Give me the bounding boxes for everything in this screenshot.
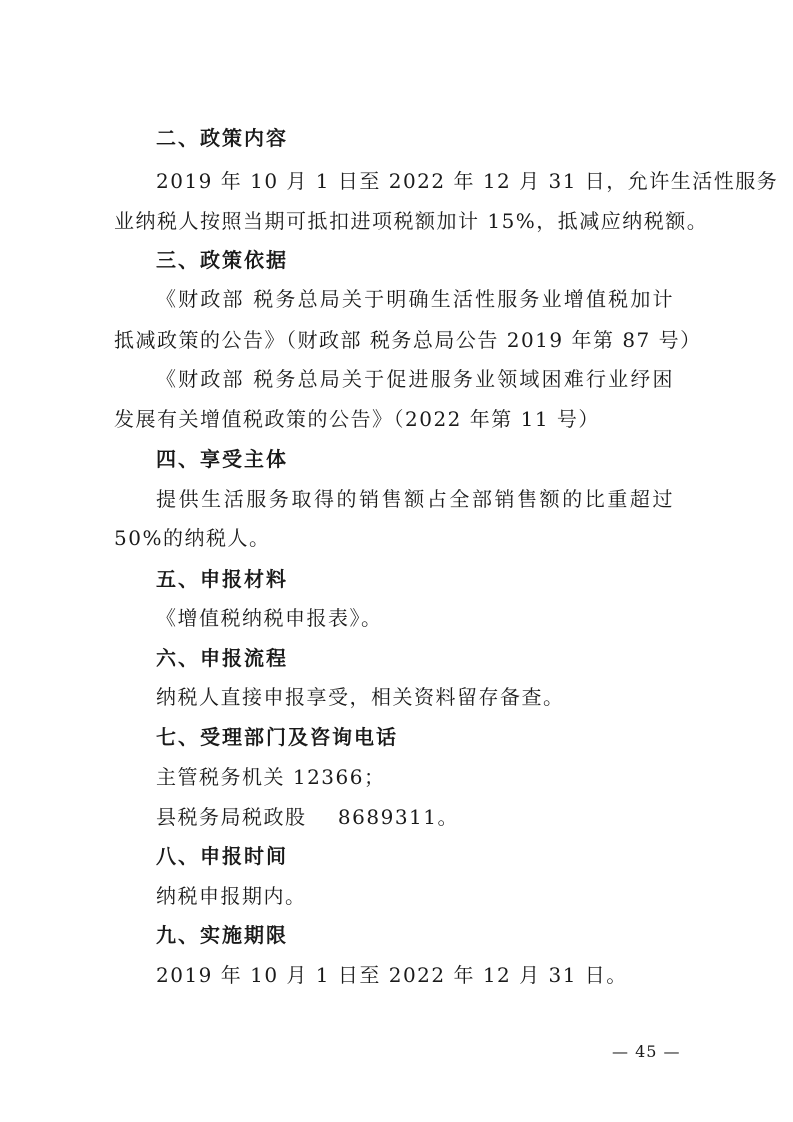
paragraph-line: 主管税务机关 12366； xyxy=(156,765,386,789)
paragraph-line: 抵减政策的公告》（财政部 税务总局公告 2019 年第 87 号） xyxy=(114,328,702,352)
section-heading-filing-time: 八、申报时间 xyxy=(156,844,288,868)
section-heading-contact: 七、受理部门及咨询电话 xyxy=(156,725,398,749)
paragraph-line: 2019 年 10 月 1 日至 2022 年 12 月 31 日。 xyxy=(156,963,628,987)
section-heading-process: 六、申报流程 xyxy=(156,646,288,670)
section-heading-policy-content: 二、政策内容 xyxy=(156,126,288,150)
section-heading-period: 九、实施期限 xyxy=(156,923,288,947)
paragraph-line: 纳税申报期内。 xyxy=(156,884,307,908)
section-heading-materials: 五、申报材料 xyxy=(156,567,288,591)
paragraph-line: 《增值税纳税申报表》。 xyxy=(156,606,383,630)
paragraph-line: 《财政部 税务总局关于促进服务业领域困难行业纾困 xyxy=(156,367,674,391)
section-heading-beneficiary: 四、享受主体 xyxy=(156,447,288,471)
paragraph-line: 《财政部 税务总局关于明确生活性服务业增值税加计 xyxy=(156,287,674,311)
section-heading-policy-basis: 三、政策依据 xyxy=(156,248,288,272)
page-number: — 45 — xyxy=(612,1042,681,1061)
paragraph-line: 50%的纳税人。 xyxy=(114,526,271,550)
paragraph-line: 提供生活服务取得的销售额占全部销售额的比重超过 xyxy=(156,487,674,511)
paragraph-line: 发展有关增值税政策的公告》（2022 年第 11 号） xyxy=(114,407,600,431)
paragraph-line: 县税务局税政股 8689311。 xyxy=(156,805,460,829)
paragraph-line: 纳税人直接申报享受，相关资料留存备查。 xyxy=(156,685,565,709)
paragraph-line: 业纳税人按照当期可抵扣进项税额加计 15%，抵减应纳税额。 xyxy=(114,209,709,233)
paragraph-line: 2019 年 10 月 1 日至 2022 年 12 月 31 日，允许生活性服务 xyxy=(156,169,779,193)
